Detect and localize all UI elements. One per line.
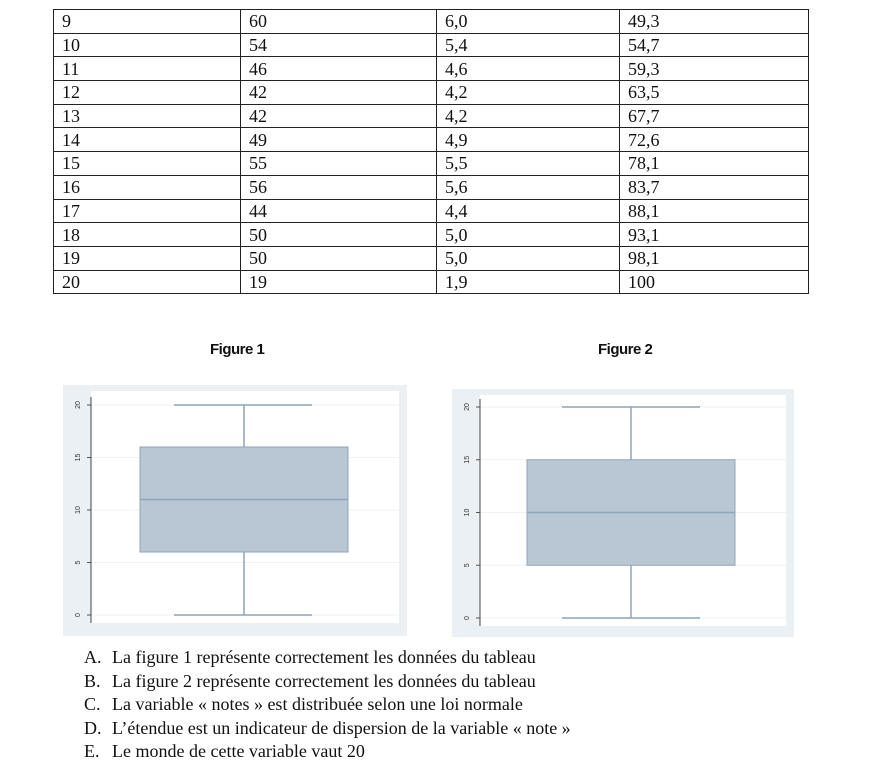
- table-cell: 42: [241, 104, 437, 128]
- table-cell: 54: [241, 33, 437, 57]
- question-c: [84, 693, 571, 717]
- table-row: [54, 33, 809, 57]
- table-row: [54, 104, 809, 128]
- table-cell: 1,9: [437, 270, 620, 294]
- table-cell: 4,2: [437, 81, 620, 105]
- table-cell: 50: [241, 223, 437, 247]
- table-cell: 63,5: [620, 81, 809, 105]
- table-cell: 5,6: [437, 175, 620, 199]
- question-text: L’étendue est un indicateur de dispersion de la variable « note »: [112, 717, 571, 738]
- question-letter: D.: [84, 717, 102, 738]
- table-cell: 4,2: [437, 104, 620, 128]
- figure-2-boxplot: [452, 389, 794, 637]
- data-table-body: [54, 10, 809, 294]
- table-cell: 98,1: [620, 246, 809, 270]
- y-tick-label: 15: [464, 455, 471, 464]
- table-cell: 78,1: [620, 152, 809, 176]
- table-cell: 5,4: [437, 33, 620, 57]
- table-cell: 46: [241, 57, 437, 81]
- table-row: [54, 57, 809, 81]
- table-cell: 4,9: [437, 128, 620, 152]
- table-cell: 49: [241, 128, 437, 152]
- table-cell: 5,0: [437, 223, 620, 247]
- table-cell: 49,3: [620, 10, 809, 34]
- question-a: [84, 646, 571, 670]
- table-cell: 42: [241, 81, 437, 105]
- table-cell: 60: [241, 10, 437, 34]
- question-text: La figure 2 représente correctement les données du tableau: [112, 670, 536, 691]
- table-cell: 6,0: [437, 10, 620, 34]
- figure-1-boxplot: [63, 385, 407, 636]
- question-d: [84, 717, 571, 741]
- y-tick-label: 0: [75, 613, 82, 617]
- y-tick-label: 0: [464, 616, 471, 620]
- y-tick-label: 5: [75, 560, 82, 565]
- table-row: [54, 270, 809, 294]
- table-cell: 72,6: [620, 128, 809, 152]
- table-cell: 55: [241, 152, 437, 176]
- table-cell: 50: [241, 246, 437, 270]
- y-tick-label: 10: [75, 506, 82, 514]
- question-letter: E.: [84, 741, 100, 761]
- table-cell: 4,6: [437, 57, 620, 81]
- table-row: [54, 246, 809, 270]
- y-tick-label: 20: [75, 401, 82, 409]
- question-e: [84, 740, 571, 764]
- table-cell: 100: [620, 270, 809, 294]
- question-letter: C.: [84, 694, 101, 714]
- table-cell: 11: [54, 57, 241, 81]
- table-cell: 93,1: [620, 223, 809, 247]
- table-cell: 12: [54, 81, 241, 105]
- table-cell: 88,1: [620, 199, 809, 223]
- table-row: [54, 152, 809, 176]
- table-cell: 56: [241, 175, 437, 199]
- table-row: [54, 128, 809, 152]
- question-text: La figure 1 représente correctement les données du tableau: [112, 647, 536, 667]
- question-text: Le monde de cette variable vaut 20: [112, 741, 365, 761]
- table-row: [54, 81, 809, 105]
- table-cell: 20: [54, 270, 241, 294]
- table-cell: 15: [54, 152, 241, 176]
- table-row: [54, 175, 809, 199]
- figure-2-title: Figure 2: [598, 341, 653, 358]
- y-tick-label: 10: [464, 508, 471, 517]
- table-cell: 13: [54, 104, 241, 128]
- question-list: [84, 646, 571, 764]
- y-tick-label: 5: [464, 563, 471, 568]
- table-row: [54, 10, 809, 34]
- table-cell: 83,7: [620, 175, 809, 199]
- figure-1-svg: [63, 385, 407, 636]
- table-cell: 19: [54, 246, 241, 270]
- y-tick-label: 20: [464, 403, 471, 411]
- table-cell: 9: [54, 10, 241, 34]
- y-tick-label: 15: [75, 453, 82, 462]
- table-row: [54, 199, 809, 223]
- table-cell: 14: [54, 128, 241, 152]
- table-cell: 4,4: [437, 199, 620, 223]
- question-letter: B.: [84, 670, 101, 691]
- table-cell: 54,7: [620, 33, 809, 57]
- table-cell: 5,0: [437, 246, 620, 270]
- question-b: [84, 670, 571, 694]
- table-cell: 67,7: [620, 104, 809, 128]
- table-cell: 44: [241, 199, 437, 223]
- table-cell: 16: [54, 175, 241, 199]
- table-cell: 59,3: [620, 57, 809, 81]
- table-cell: 5,5: [437, 152, 620, 176]
- question-letter: A.: [84, 647, 102, 667]
- table-cell: 18: [54, 223, 241, 247]
- table-cell: 17: [54, 199, 241, 223]
- table-cell: 19: [241, 270, 437, 294]
- question-text: La variable « notes » est distribuée selon une loi normale: [112, 694, 523, 714]
- figure-1-title: Figure 1: [210, 341, 265, 358]
- table-row: [54, 223, 809, 247]
- figure-2-svg: [452, 389, 794, 637]
- table-cell: 10: [54, 33, 241, 57]
- data-table: [53, 9, 809, 294]
